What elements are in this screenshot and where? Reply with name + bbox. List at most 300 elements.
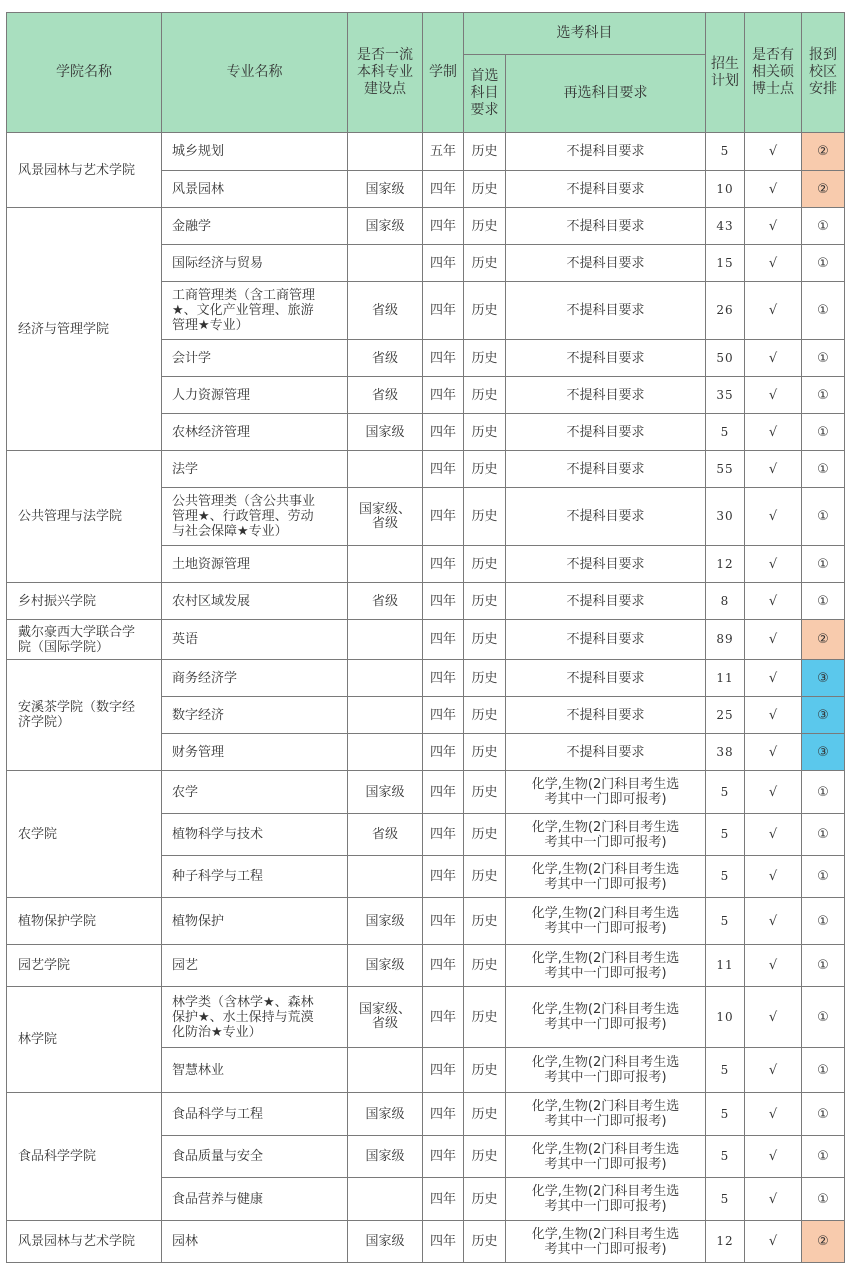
text-line: 农学 (172, 784, 199, 800)
enroll-plan: 35 (706, 377, 745, 414)
text-line: 商务经济学 (172, 670, 238, 686)
table-row (7, 987, 845, 1048)
text-line: 园艺学院 (18, 958, 71, 973)
campus-badge: ① (802, 245, 845, 282)
reselect-requirement (506, 734, 706, 771)
major-name (162, 133, 348, 171)
text-line: 风景园林 (172, 181, 225, 197)
text-line: 食品科学与工程 (172, 1106, 264, 1122)
text-line: 园林 (172, 1234, 199, 1249)
degree-check: √ (745, 208, 802, 245)
major-name (162, 814, 348, 856)
college-name (7, 898, 162, 945)
first-class-level: 国家级 (348, 1136, 423, 1178)
text-line: 风景园林与艺术学院 (18, 1234, 136, 1249)
reselect-requirement (506, 546, 706, 583)
major-name (162, 856, 348, 898)
enroll-plan: 5 (706, 898, 745, 945)
text-line: 不提科目要求 (566, 509, 645, 524)
first-class-level: 国家级 (348, 414, 423, 451)
text-line: 考其中一门即可报考) (544, 1070, 667, 1085)
college-name (7, 133, 162, 208)
campus-badge: ① (802, 377, 845, 414)
major-name (162, 488, 348, 546)
text-line: 化学,生物(2门科目考生选 (531, 861, 680, 877)
table-row (7, 771, 845, 814)
header-degree (745, 13, 802, 133)
text-line: 与社会保障★专业） (172, 524, 288, 539)
campus-badge: ① (802, 546, 845, 583)
duration: 四年 (423, 377, 464, 414)
degree-check: √ (745, 620, 802, 660)
reselect-requirement (506, 171, 706, 208)
text-line: 不提科目要求 (566, 350, 645, 366)
text-line: 国际经济与贸易 (172, 255, 264, 271)
first-class-level (348, 856, 423, 898)
first-class-level (348, 546, 423, 583)
header-reselect: 再选科目要求 (506, 55, 706, 133)
text-line: 博士点 (752, 81, 794, 97)
major-name (162, 697, 348, 734)
campus-badge: ① (802, 1178, 845, 1221)
enroll-plan: 5 (706, 856, 745, 898)
major-name (162, 583, 348, 620)
major-name (162, 208, 348, 245)
major-name (162, 245, 348, 282)
major-name (162, 620, 348, 660)
degree-check: √ (745, 340, 802, 377)
campus-badge: ① (802, 814, 845, 856)
first-class-level: 国家级 (348, 171, 423, 208)
first-class-level: 省级 (348, 583, 423, 620)
college-name (7, 1221, 162, 1263)
text-line: 林学类（含林学★、森林 (172, 994, 314, 1010)
degree-check: √ (745, 245, 802, 282)
first-subject: 历史 (464, 620, 506, 660)
header-subjects: 选考科目 (464, 13, 706, 55)
first-subject: 历史 (464, 133, 506, 171)
text-line: 智慧林业 (172, 1062, 225, 1078)
first-subject: 历史 (464, 245, 506, 282)
degree-check: √ (745, 171, 802, 208)
reselect-requirement (506, 282, 706, 340)
first-class-level (348, 451, 423, 488)
text-line: 食品科学学院 (18, 1149, 97, 1164)
major-name (162, 451, 348, 488)
reselect-requirement (506, 340, 706, 377)
reselect-requirement (506, 1136, 706, 1178)
campus-badge: ① (802, 771, 845, 814)
degree-check: √ (745, 583, 802, 620)
first-class-level (348, 1048, 423, 1093)
text-line: 考其中一门即可报考) (544, 1114, 667, 1129)
text-line: 农林经济管理 (172, 424, 251, 440)
text-line: 风景园林与艺术学院 (18, 162, 136, 178)
first-subject: 历史 (464, 546, 506, 583)
text-line: 乡村振兴学院 (18, 593, 97, 609)
text-line: 不提科目要求 (566, 387, 645, 403)
text-line: 不提科目要求 (566, 144, 645, 159)
text-line: 经济与管理学院 (18, 321, 110, 337)
first-subject: 历史 (464, 208, 506, 245)
campus-badge: ① (802, 208, 845, 245)
major-name (162, 1221, 348, 1263)
degree-check: √ (745, 377, 802, 414)
degree-check: √ (745, 451, 802, 488)
first-subject: 历史 (464, 898, 506, 945)
first-subject: 历史 (464, 583, 506, 620)
degree-check: √ (745, 1093, 802, 1136)
text-line: 园艺 (172, 958, 199, 973)
major-name (162, 660, 348, 697)
text-line: 会计学 (172, 350, 212, 366)
college-name (7, 451, 162, 583)
text-line: 工商管理类（含工商管理 (172, 288, 316, 303)
campus-badge: ① (802, 583, 845, 620)
text-line: 公共管理类（含公共事业 (172, 494, 316, 509)
college-name (7, 771, 162, 898)
degree-check: √ (745, 1221, 802, 1263)
text-line: 安排 (809, 81, 837, 97)
text-line: 化学,生物(2门科目考生选 (531, 950, 680, 966)
duration: 四年 (423, 245, 464, 282)
major-name (162, 898, 348, 945)
enroll-plan: 12 (706, 1221, 745, 1263)
first-subject: 历史 (464, 1178, 506, 1221)
duration: 四年 (423, 488, 464, 546)
text-line: 考其中一门即可报考) (544, 921, 667, 936)
degree-check: √ (745, 987, 802, 1048)
table-row (7, 451, 845, 488)
first-subject: 历史 (464, 282, 506, 340)
reselect-requirement (506, 583, 706, 620)
enroll-plan: 11 (706, 945, 745, 987)
college-name (7, 208, 162, 451)
duration: 四年 (423, 171, 464, 208)
degree-check: √ (745, 771, 802, 814)
campus-badge: ① (802, 898, 845, 945)
campus-badge: ① (802, 987, 845, 1048)
duration: 四年 (423, 987, 464, 1048)
reselect-requirement (506, 1048, 706, 1093)
first-class-level: 省级 (348, 282, 423, 340)
degree-check: √ (745, 734, 802, 771)
text-line: 不提科目要求 (566, 181, 645, 197)
campus-badge: ① (802, 945, 845, 987)
text-line: 科目 (470, 85, 499, 101)
enroll-plan: 11 (706, 660, 745, 697)
table-row (7, 660, 845, 697)
text-line: 植物保护 (172, 913, 225, 929)
table-row (7, 583, 845, 620)
duration: 四年 (423, 771, 464, 814)
header-duration: 学制 (423, 13, 464, 133)
enroll-plan: 50 (706, 340, 745, 377)
enroll-plan: 43 (706, 208, 745, 245)
major-name (162, 377, 348, 414)
text-line: 农村区域发展 (172, 593, 251, 609)
first-class-level: 国家级 (348, 1093, 423, 1136)
first-subject: 历史 (464, 660, 506, 697)
first-subject: 历史 (464, 814, 506, 856)
text-line: 院（国际学院） (18, 639, 110, 655)
major-name (162, 546, 348, 583)
duration: 四年 (423, 1221, 464, 1263)
campus-badge: ① (802, 282, 845, 340)
reselect-requirement (506, 945, 706, 987)
enroll-plan: 89 (706, 620, 745, 660)
text-line: 城乡规划 (172, 144, 225, 159)
first-class-level (348, 133, 423, 171)
enrollment-table (6, 12, 845, 1263)
first-class-level (348, 620, 423, 660)
duration: 四年 (423, 660, 464, 697)
reselect-requirement (506, 987, 706, 1048)
first-subject: 历史 (464, 451, 506, 488)
text-line: 是否有 (752, 47, 794, 63)
table-row (7, 133, 845, 171)
table-row (7, 208, 845, 245)
first-subject: 历史 (464, 856, 506, 898)
text-line: 建设点 (364, 81, 406, 97)
enroll-plan: 8 (706, 583, 745, 620)
major-name (162, 734, 348, 771)
enroll-plan: 55 (706, 451, 745, 488)
text-line: 不提科目要求 (566, 303, 645, 318)
text-line: 考其中一门即可报考) (544, 1199, 667, 1214)
duration: 四年 (423, 546, 464, 583)
first-subject: 历史 (464, 697, 506, 734)
table-row (7, 620, 845, 660)
degree-check: √ (745, 282, 802, 340)
first-class-level: 国家级 (348, 945, 423, 987)
duration: 四年 (423, 1048, 464, 1093)
college-name (7, 620, 162, 660)
duration: 五年 (423, 133, 464, 171)
enroll-plan: 5 (706, 814, 745, 856)
text-line: 是否一流 (357, 47, 413, 63)
text-line: 化学,生物(2门科目考生选 (531, 1226, 680, 1242)
campus-badge: ① (802, 856, 845, 898)
text-line: 相关硕 (752, 64, 794, 80)
table-row (7, 945, 845, 987)
text-line: 招生 (711, 55, 739, 72)
text-line: 戴尔豪西大学联合学 (18, 624, 136, 640)
text-line: 植物保护学院 (18, 913, 97, 929)
reselect-requirement (506, 414, 706, 451)
text-line: 化学,生物(2门科目考生选 (531, 1002, 680, 1017)
first-class-level: 国家级、省级 (348, 987, 423, 1048)
first-subject: 历史 (464, 1136, 506, 1178)
first-class-level: 国家级 (348, 1221, 423, 1263)
first-class-level (348, 660, 423, 697)
text-line: 要求 (470, 102, 499, 118)
degree-check: √ (745, 133, 802, 171)
degree-check: √ (745, 1048, 802, 1093)
college-name (7, 660, 162, 771)
text-line: 不提科目要求 (566, 556, 645, 572)
text-line: 报到 (809, 47, 837, 63)
text-line: 化学,生物(2门科目考生选 (531, 819, 680, 835)
enroll-plan: 5 (706, 1048, 745, 1093)
text-line: 安溪茶学院（数字经 (18, 700, 136, 715)
enroll-plan: 15 (706, 245, 745, 282)
major-name (162, 987, 348, 1048)
campus-badge: ② (802, 133, 845, 171)
reselect-requirement (506, 133, 706, 171)
text-line: 校区 (809, 64, 837, 80)
text-line: 公共管理与法学院 (18, 509, 123, 524)
text-line: 植物科学与技术 (172, 827, 264, 842)
degree-check: √ (745, 414, 802, 451)
text-line: 不提科目要求 (566, 424, 645, 440)
duration: 四年 (423, 1093, 464, 1136)
header-major: 专业名称 (162, 13, 348, 133)
first-class-level: 省级 (348, 377, 423, 414)
first-class-level: 国家级 (348, 771, 423, 814)
enroll-plan: 10 (706, 171, 745, 208)
duration: 四年 (423, 208, 464, 245)
first-subject: 历史 (464, 414, 506, 451)
text-line: ★、文化产业管理、旅游 (172, 303, 314, 318)
header-plan (706, 13, 745, 133)
text-line: 化学,生物(2门科目考生选 (531, 1184, 680, 1199)
reselect-requirement (506, 377, 706, 414)
duration: 四年 (423, 1178, 464, 1221)
duration: 四年 (423, 814, 464, 856)
duration: 四年 (423, 414, 464, 451)
first-subject: 历史 (464, 987, 506, 1048)
degree-check: √ (745, 660, 802, 697)
table-row (7, 1221, 845, 1263)
reselect-requirement (506, 451, 706, 488)
text-line: 不提科目要求 (566, 707, 645, 723)
first-subject: 历史 (464, 734, 506, 771)
text-line: 化防治★专业） (172, 1024, 262, 1040)
text-line: 考其中一门即可报考) (544, 965, 667, 981)
campus-badge: ② (802, 171, 845, 208)
campus-badge: ① (802, 1093, 845, 1136)
text-line: 不提科目要求 (566, 461, 645, 477)
campus-badge: ① (802, 414, 845, 451)
college-name (7, 987, 162, 1093)
duration: 四年 (423, 898, 464, 945)
duration: 四年 (423, 340, 464, 377)
degree-check: √ (745, 1136, 802, 1178)
campus-badge: ② (802, 620, 845, 660)
enroll-plan: 12 (706, 546, 745, 583)
first-subject: 历史 (464, 377, 506, 414)
text-line: 土地资源管理 (172, 556, 251, 572)
reselect-requirement (506, 898, 706, 945)
first-class-level: 国家级 (348, 898, 423, 945)
text-line: 化学,生物(2门科目考生选 (531, 906, 680, 921)
text-line: 数字经济 (172, 707, 225, 723)
enroll-plan: 5 (706, 1136, 745, 1178)
text-line: 英语 (172, 632, 199, 647)
reselect-requirement (506, 208, 706, 245)
duration: 四年 (423, 697, 464, 734)
degree-check: √ (745, 898, 802, 945)
major-name (162, 1048, 348, 1093)
campus-badge: ① (802, 1136, 845, 1178)
duration: 四年 (423, 620, 464, 660)
major-name (162, 771, 348, 814)
reselect-requirement (506, 1093, 706, 1136)
reselect-requirement (506, 1221, 706, 1263)
text-line: 种子科学与工程 (172, 869, 264, 884)
text-line: 管理★专业） (172, 318, 249, 333)
enroll-plan: 5 (706, 414, 745, 451)
text-line: 化学,生物(2门科目考生选 (531, 1141, 680, 1157)
first-class-level (348, 697, 423, 734)
campus-badge: ③ (802, 734, 845, 771)
text-line: 化学,生物(2门科目考生选 (531, 777, 680, 792)
text-line: 财务管理 (172, 744, 225, 760)
text-line: 管理★、行政管理、劳动 (172, 509, 314, 524)
text-line: 本科专业 (357, 64, 413, 80)
degree-check: √ (745, 945, 802, 987)
reselect-requirement (506, 771, 706, 814)
reselect-requirement (506, 1178, 706, 1221)
reselect-requirement (506, 697, 706, 734)
first-subject: 历史 (464, 945, 506, 987)
campus-badge: ① (802, 488, 845, 546)
header-campus (802, 13, 845, 133)
first-class-level: 省级 (348, 814, 423, 856)
text-line: 考其中一门即可报考) (544, 1241, 667, 1257)
major-name (162, 340, 348, 377)
first-subject: 历史 (464, 488, 506, 546)
college-name (7, 583, 162, 620)
text-line: 保护★、水土保持与荒漠 (172, 1009, 314, 1025)
major-name (162, 1136, 348, 1178)
text-line: 不提科目要求 (566, 670, 645, 686)
text-line: 化学,生物(2门科目考生选 (531, 1055, 680, 1070)
first-subject: 历史 (464, 1221, 506, 1263)
text-line: 考其中一门即可报考) (544, 834, 667, 850)
first-class-level: 国家级、省级 (348, 488, 423, 546)
degree-check: √ (745, 488, 802, 546)
reselect-requirement (506, 814, 706, 856)
text-line: 农学院 (18, 826, 58, 842)
first-subject: 历史 (464, 771, 506, 814)
text-line: 不提科目要求 (566, 593, 645, 609)
major-name (162, 414, 348, 451)
first-subject: 历史 (464, 340, 506, 377)
major-name (162, 1093, 348, 1136)
table-row (7, 898, 845, 945)
first-subject: 历史 (464, 171, 506, 208)
first-subject: 历史 (464, 1093, 506, 1136)
degree-check: √ (745, 546, 802, 583)
degree-check: √ (745, 856, 802, 898)
text-line: 首选 (470, 68, 499, 84)
duration: 四年 (423, 282, 464, 340)
table-row (7, 1093, 845, 1136)
text-line: 济学院） (18, 715, 71, 730)
first-class-level (348, 1178, 423, 1221)
campus-badge: ① (802, 340, 845, 377)
first-class-level: 国家级 (348, 208, 423, 245)
reselect-requirement (506, 660, 706, 697)
header-college: 学院名称 (7, 13, 162, 133)
enroll-plan: 10 (706, 987, 745, 1048)
major-name (162, 1178, 348, 1221)
campus-badge: ① (802, 451, 845, 488)
text-line: 不提科目要求 (566, 744, 645, 760)
enroll-plan: 5 (706, 1178, 745, 1221)
